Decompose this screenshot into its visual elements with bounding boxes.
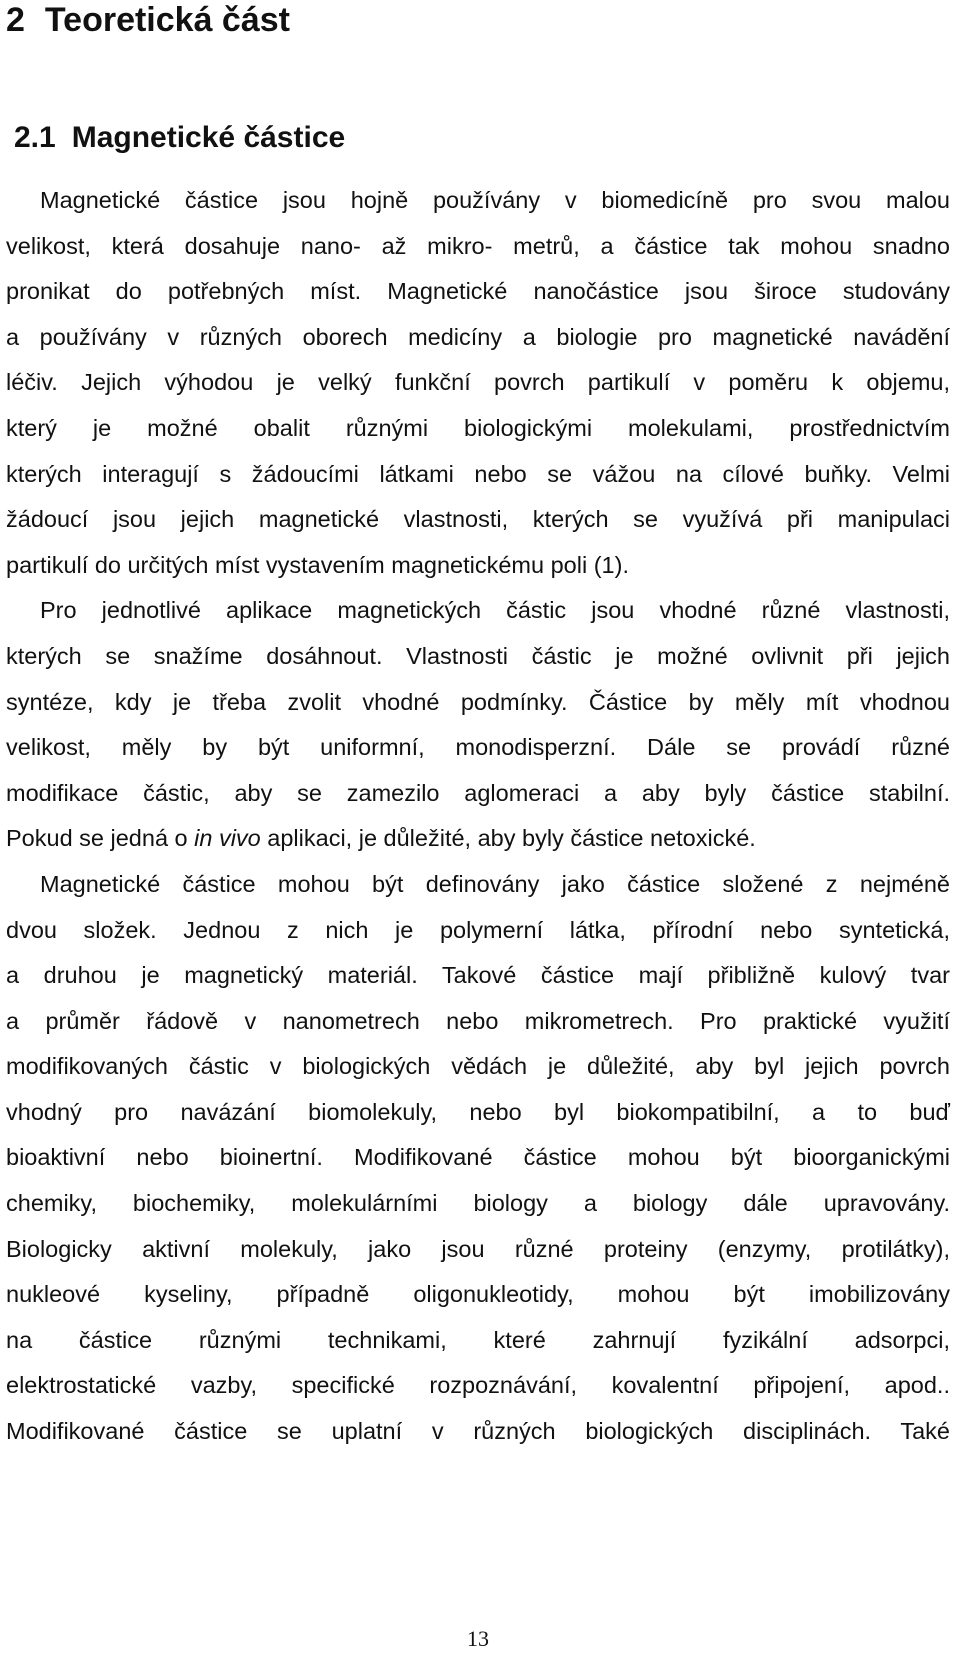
text-segment: chemiky, biochemiky, molekulárními biology a biology dále upravovány. xyxy=(6,1190,950,1217)
text-line xyxy=(6,1318,950,1364)
text-line xyxy=(6,680,950,726)
text-segment: a průměr řádově v nanometrech nebo mikrometrech. Pro praktické využití xyxy=(6,1007,950,1034)
chapter-title: Teoretická část xyxy=(44,1,290,39)
text-segment: kterých se snažíme dosáhnout. Vlastnosti částic je možné ovlivnit při jejich xyxy=(6,642,950,669)
text-line xyxy=(6,634,950,680)
text-line xyxy=(6,725,950,771)
text-segment: a používány v různých oborech medicíny a biologie pro magnetické navádění xyxy=(6,323,950,350)
text-segment: žádoucí jsou jejich magnetické vlastnosti, kterých se využívá při manipulaci xyxy=(6,506,950,533)
italic-term: in vivo xyxy=(194,825,261,852)
text-segment: dvou složek. Jednou z nich je polymerní látka, přírodní nebo syntetická, xyxy=(6,916,950,943)
text-line xyxy=(6,999,950,1045)
text-line xyxy=(6,1363,950,1409)
text-line xyxy=(6,953,950,999)
chapter-number: 2 xyxy=(6,1,25,39)
text-segment: syntéze, kdy je třeba zvolit vhodné podmínky. Částice by měly mít vhodnou xyxy=(6,688,950,715)
text-segment: vhodný pro navázání biomolekuly, nebo byl biokompatibilní, a to buď xyxy=(6,1098,950,1125)
text-line xyxy=(6,862,950,908)
text-line xyxy=(6,224,950,270)
text-line xyxy=(6,816,950,862)
text-segment: Magnetické částice jsou hojně používány v biomedicíně pro svou malou xyxy=(40,187,950,213)
text-segment: Pro jednotlivé aplikace magnetických částic jsou vhodné různé vlastnosti, xyxy=(40,597,950,624)
text-segment: Pokud se jedná o xyxy=(6,825,195,852)
text-line xyxy=(6,588,950,634)
section-heading xyxy=(14,120,345,156)
text-line xyxy=(6,771,950,817)
text-line xyxy=(6,360,950,406)
text-segment: léčiv. Jejich výhodou je velký funkční povrch partikulí v poměru k objemu, xyxy=(6,369,950,396)
text-segment: Biologicky aktivní molekuly, jako jsou různé proteiny (enzymy, protilátky), xyxy=(6,1235,950,1262)
text-segment: modifikace částic, aby se zamezilo aglomeraci a aby byly částice stabilní. xyxy=(6,779,950,806)
text-line xyxy=(6,497,950,543)
text-segment: na částice různými technikami, které zahrnují fyzikální adsorpci, xyxy=(6,1326,950,1353)
page-number: 13 xyxy=(467,1626,489,1651)
text-line xyxy=(6,908,950,954)
text-line xyxy=(6,406,950,452)
text-segment: velikost, měly by být uniformní, monodisperzní. Dále se provádí různé xyxy=(6,734,950,761)
text-segment: Magnetické částice mohou být definovány jako částice složené z nejméně xyxy=(40,870,950,897)
text-line xyxy=(6,1272,950,1318)
text-segment: aplikaci, je důležité, aby byly částice netoxické. xyxy=(260,825,756,852)
text-line xyxy=(6,452,950,498)
text-line xyxy=(6,315,950,361)
document-page xyxy=(6,0,950,1670)
text-segment: Modifikované částice se uplatní v různých biologických disciplinách. Také xyxy=(6,1418,950,1445)
section-number: 2.1 xyxy=(14,121,56,154)
text-line xyxy=(6,178,950,224)
text-segment: modifikovaných částic v biologických vědách je důležité, aby byl jejich povrch xyxy=(6,1053,950,1080)
text-line xyxy=(6,1135,950,1181)
text-segment: velikost, která dosahuje nano- až mikro- metrů, a částice tak mohou snadno xyxy=(6,232,950,259)
section-title: Magnetické částice xyxy=(71,121,346,154)
text-segment: který je možné obalit různými biologickými molekulami, prostřednictvím xyxy=(6,414,950,441)
text-line xyxy=(6,1090,950,1136)
text-line xyxy=(6,543,950,589)
text-line xyxy=(6,1044,950,1090)
text-segment: kterých interagují s žádoucími látkami nebo se vážou na cílové buňky. Velmi xyxy=(6,460,950,487)
text-line xyxy=(6,1409,950,1455)
text-line xyxy=(6,1181,950,1227)
text-segment: pronikat do potřebných míst. Magnetické nanočástice jsou široce studovány xyxy=(6,278,950,305)
body-text xyxy=(6,178,950,1455)
text-segment: bioaktivní nebo bioinertní. Modifikované částice mohou být bioorganickými xyxy=(6,1144,950,1171)
text-segment: partikulí do určitých míst vystavením magnetickému poli (1). xyxy=(6,551,629,578)
chapter-heading xyxy=(6,0,290,40)
text-segment: a druhou je magnetický materiál. Takové částice mají přibližně kulový tvar xyxy=(6,962,950,989)
text-line xyxy=(6,269,950,315)
text-segment: nukleové kyseliny, případně oligonukleotidy, mohou být imobilizovány xyxy=(6,1281,950,1308)
text-segment: elektrostatické vazby, specifické rozpoznávání, kovalentní připojení, apod.. xyxy=(6,1372,950,1399)
text-line xyxy=(6,1227,950,1273)
